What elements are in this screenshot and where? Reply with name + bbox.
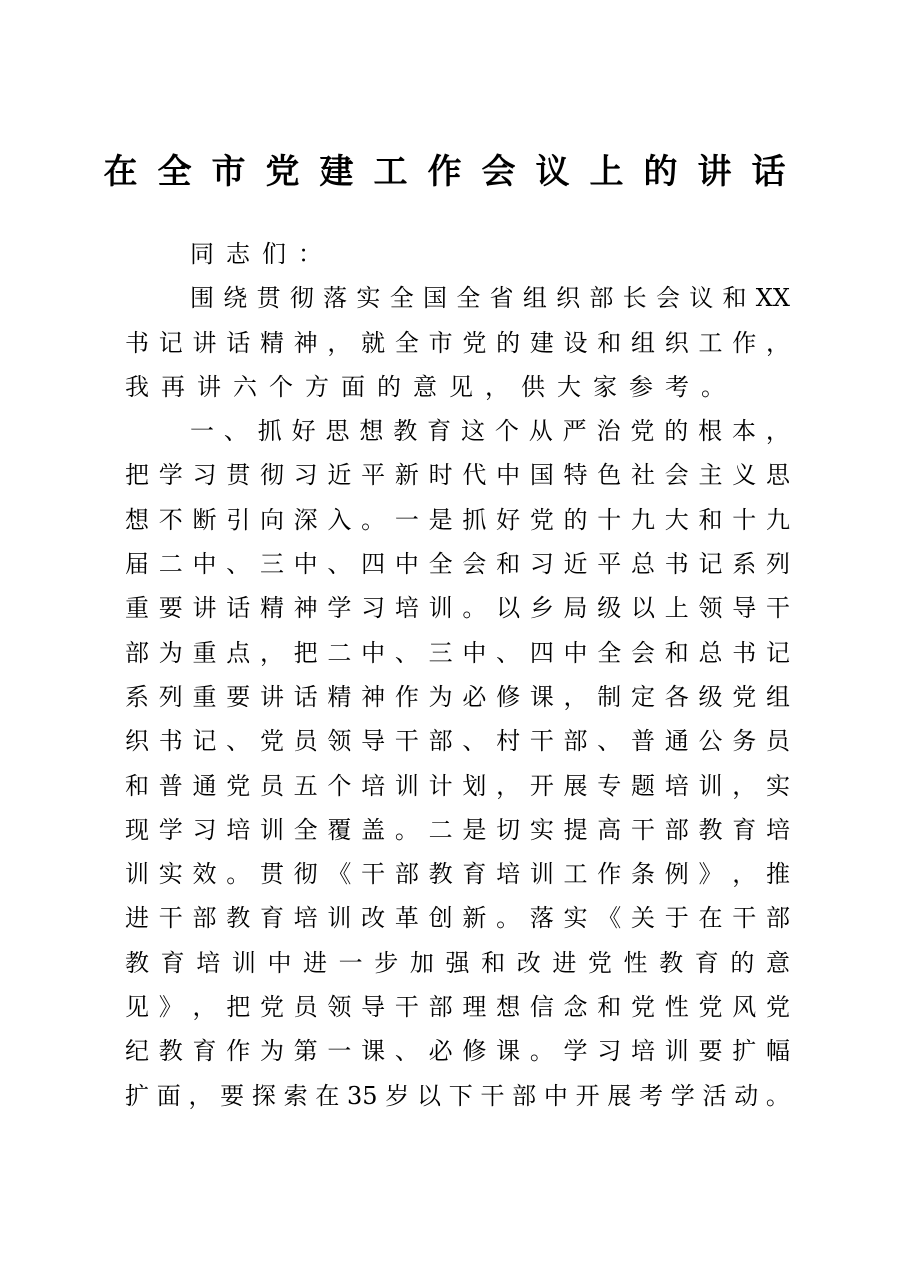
- text-line: 扩 面 ， 要 探 索 在 35 岁 以 下 干 部 中 开 展 考 学 活 动 。: [125, 1081, 790, 1110]
- text-line: 和 普 通 党 员 五 个 培 训 计 划 ， 开 展 专 题 培 训 ， 实: [125, 771, 790, 800]
- text-line: 教 育 培 训 中 进 一 步 加 强 和 改 进 党 性 教 育 的 意: [125, 948, 790, 977]
- text-line: 想 不 断 引 向 深 入 。 一 是 抓 好 党 的 十 九 大 和 十 九: [125, 505, 790, 534]
- text-line: 同志们：: [190, 240, 334, 268]
- text-line: 一 、 抓 好 思 想 教 育 这 个 从 严 治 党 的 根 本 ，: [190, 417, 790, 446]
- text-line: 系 列 重 要 讲 话 精 神 作 为 必 修 课 ， 制 定 各 级 党 组: [125, 682, 790, 711]
- text-line: 书 记 讲 话 精 神 ， 就 全 市 党 的 建 设 和 组 织 工 作 ，: [125, 328, 790, 357]
- document-title: 在全市党建工作会议上的讲话: [103, 152, 806, 192]
- document-body: [125, 232, 790, 1118]
- text-line: 围 绕 贯 彻 落 实 全 国 全 省 组 织 部 长 会 议 和 XX: [190, 284, 790, 313]
- text-line: 届 二 中 、 三 中 、 四 中 全 会 和 习 近 平 总 书 记 系 列: [125, 550, 790, 579]
- text-line: 我再讲六个方面的意见，供大家参考。: [125, 372, 737, 401]
- text-line: 见 》 ， 把 党 员 领 导 干 部 理 想 信 念 和 党 性 党 风 党: [125, 993, 790, 1022]
- text-line: 把 学 习 贯 彻 习 近 平 新 时 代 中 国 特 色 社 会 主 义 思: [125, 461, 790, 490]
- text-line: 部 为 重 点 ， 把 二 中 、 三 中 、 四 中 全 会 和 总 书 记: [125, 638, 790, 667]
- text-line: 进 干 部 教 育 培 训 改 革 创 新 。 落 实 《 关 于 在 干 部: [125, 904, 790, 933]
- text-line: 织 书 记 、 党 员 领 导 干 部 、 村 干 部 、 普 通 公 务 员: [125, 727, 790, 756]
- text-line: 现 学 习 培 训 全 覆 盖 。 二 是 切 实 提 高 干 部 教 育 培: [125, 815, 790, 844]
- text-line: 纪 教 育 作 为 第 一 课 、 必 修 课 。 学 习 培 训 要 扩 幅: [125, 1037, 790, 1066]
- text-line: 重 要 讲 话 精 神 学 习 培 训 。 以 乡 局 级 以 上 领 导 干: [125, 594, 790, 623]
- text-line: 训 实 效 。 贯 彻 《 干 部 教 育 培 训 工 作 条 例 》 ， 推: [125, 860, 790, 889]
